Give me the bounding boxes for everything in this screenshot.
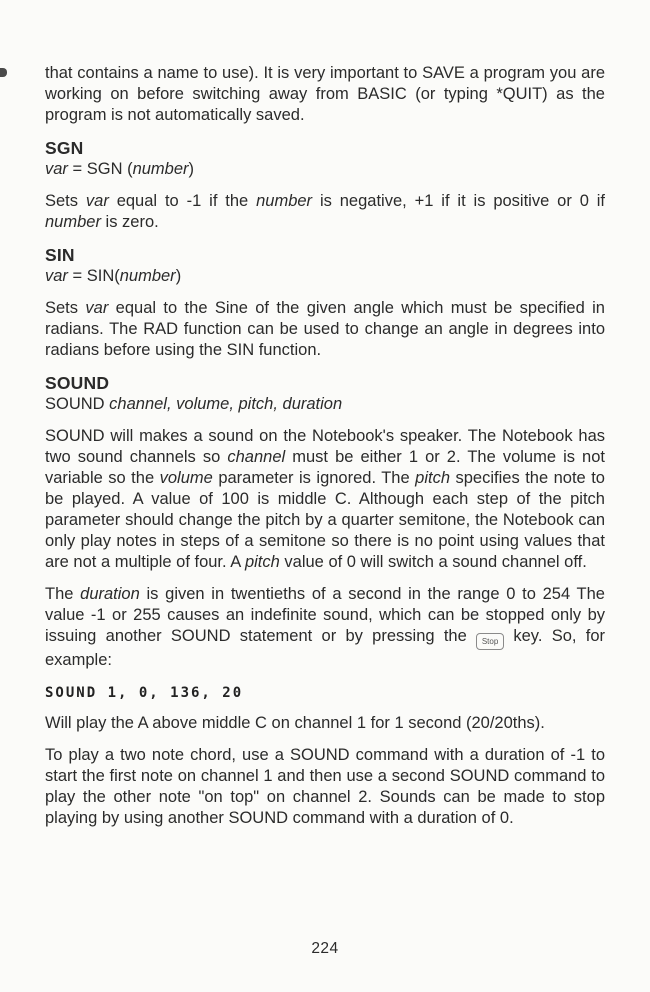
text-run: ) [175, 267, 182, 285]
text-run: pitch [415, 469, 451, 487]
sound-syntax-line [45, 394, 605, 415]
text-run: that contains a name to use). It is very important to SAVE a program you are working on before switching away from BASIC (or typing *QUIT) as the program is not automatically saved. [45, 64, 605, 124]
text-run: volume [159, 469, 213, 487]
sound-duration-paragraph [45, 584, 605, 671]
text-run: specifies the note to be played. A value of 100 is middle C. Although each step of the pitch parameter should change the pitch by a quarter semitone, the Notebook can only play notes in steps of a semitone so there is no point using values that are not a multiple of four. A [45, 469, 605, 571]
text-run: is given in twentieths of a second in the range 0 to 254 The value -1 or 255 causes an indefinite sound, which can be stopped only by issuing another SOUND statement or by pressing the [45, 585, 605, 645]
sound-example-explanation [45, 713, 605, 734]
text-run: var [45, 267, 68, 285]
intro-paragraph [45, 63, 605, 126]
sound-description-paragraph [45, 426, 605, 573]
text-run: To play a two note chord, use a SOUND command with a duration of -1 to start the first note on channel 1 and then use a second SOUND command to play the other note "on top" on channel 2. Sounds can be made to stop playing by using another SOUND command with a duration of 0. [45, 746, 605, 827]
text-run: number [132, 160, 189, 178]
text-run: number [45, 213, 101, 231]
stop-keycap-icon: Stop [476, 633, 504, 650]
text-run: parameter is ignored. The [212, 469, 416, 487]
section-heading-sgn: SGN [45, 138, 84, 158]
text-run: channel [227, 448, 286, 466]
page-number: 224 [311, 940, 339, 957]
text-run: pitch [244, 553, 280, 571]
text-run: key. So, for example: [45, 627, 605, 669]
text-run: var [45, 160, 68, 178]
text-run: must be either 1 or 2. The volume is not variable so the [45, 448, 605, 487]
sound-chord-paragraph [45, 745, 605, 829]
section-heading-sound: SOUND [45, 373, 110, 393]
text-run: var [85, 299, 109, 317]
sin-syntax-line [45, 266, 605, 287]
text-run: Will play the A above middle C on channel 1 for 1 second (20/20ths). [45, 714, 545, 732]
text-run: = SIN( [67, 267, 120, 285]
sin-description [45, 298, 605, 361]
text-run: var [85, 192, 109, 210]
text-run: channel, volume, pitch, duration [109, 395, 343, 413]
sgn-syntax-line [45, 159, 605, 180]
text-run: value of 0 will switch a sound channel off. [279, 553, 587, 571]
text-run: number [119, 267, 176, 285]
section-heading-sin: SIN [45, 245, 75, 265]
text-run: equal to the Sine of the given angle which must be specified in radians. The RAD function can be used to change an angle in degrees into radians before using the SIN function. [45, 299, 605, 359]
text-run: = SGN ( [67, 160, 133, 178]
text-run: is zero. [100, 213, 159, 231]
text-run: The [45, 585, 81, 603]
text-run: equal to -1 if the [108, 192, 257, 210]
sgn-description [45, 191, 605, 233]
text-run: Sets [45, 299, 86, 317]
text-run: SOUND [45, 395, 110, 413]
text-run: ) [188, 160, 195, 178]
text-run: is negative, +1 if it is positive or 0 if [312, 192, 606, 210]
scan-artifact-mark [0, 68, 7, 77]
text-run: SOUND will makes a sound on the Notebook's speaker. The Notebook has two sound channels so [45, 427, 605, 466]
text-run: Sets [45, 192, 86, 210]
text-run: duration [80, 585, 140, 603]
text-run: number [256, 192, 313, 210]
sound-code-example: SOUND 1, 0, 136, 20 [45, 685, 244, 701]
